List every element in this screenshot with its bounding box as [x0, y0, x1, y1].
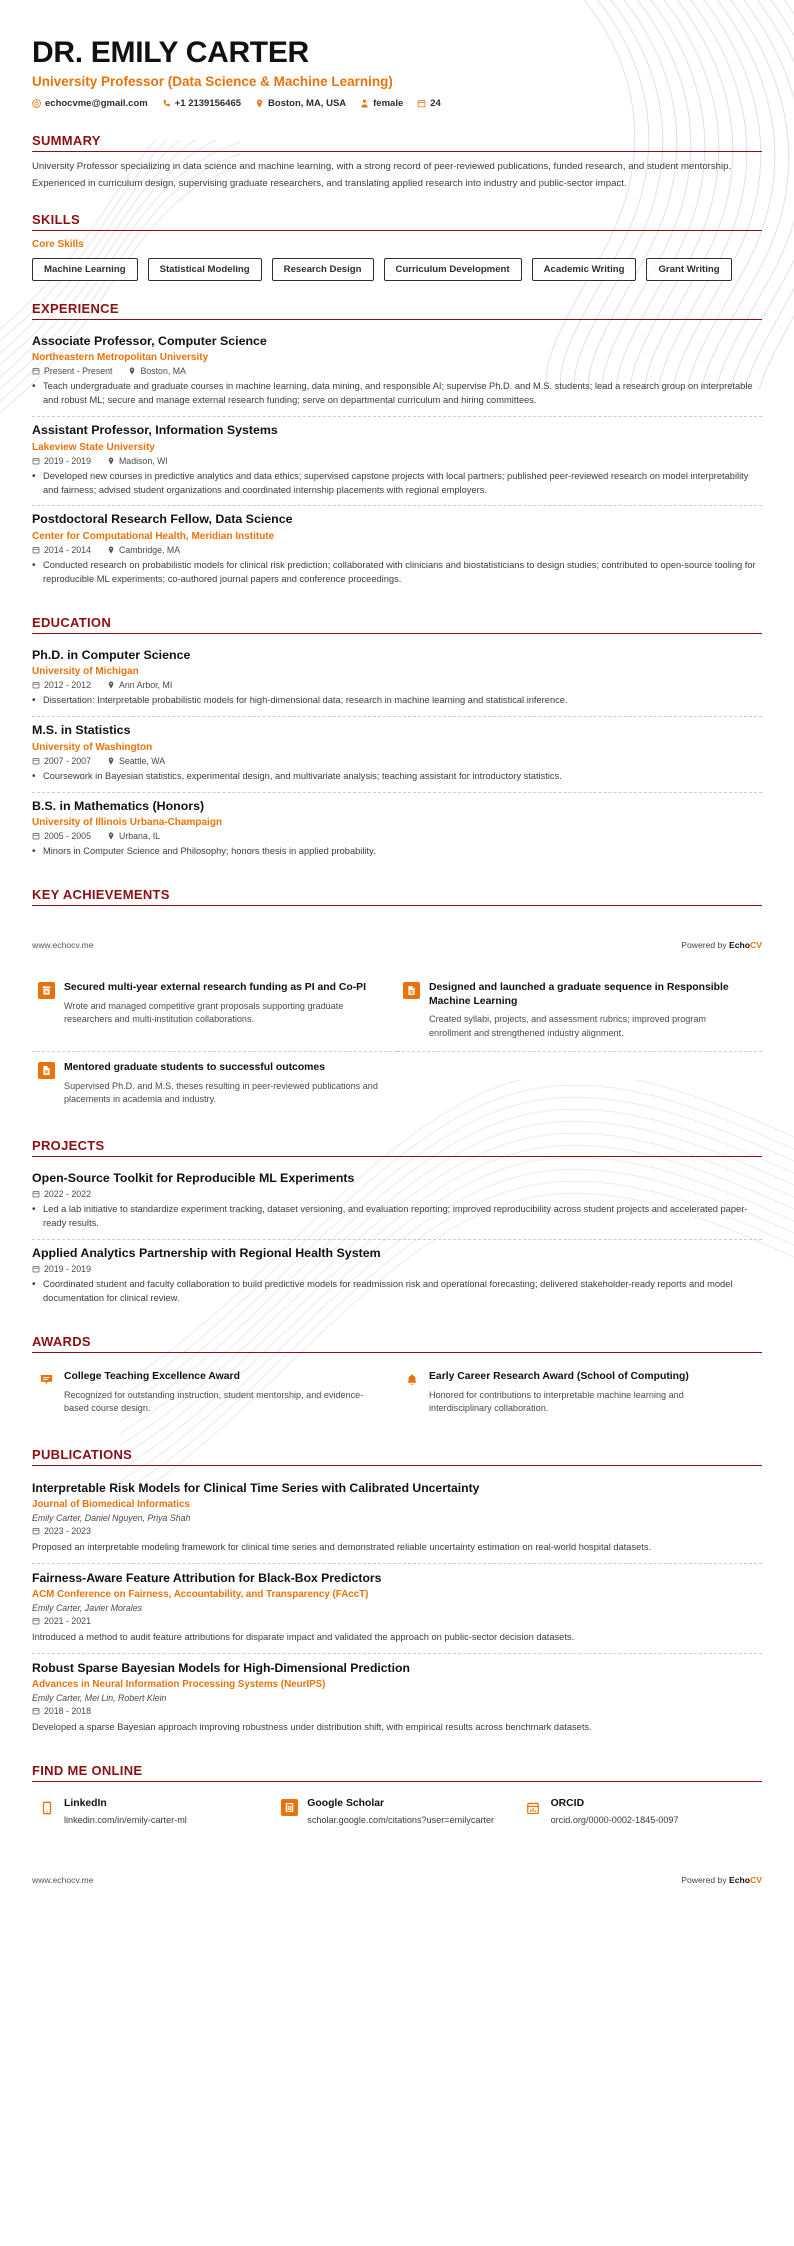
location-pin-icon	[255, 99, 264, 108]
contact-location	[255, 98, 346, 109]
experience-meta	[32, 545, 762, 555]
date-text: 2019 - 2019	[44, 1264, 91, 1275]
project-bullets	[32, 1278, 762, 1306]
calendar-icon	[32, 832, 40, 840]
project-dates	[32, 1189, 91, 1199]
publication-venue: ACM Conference on Fairness, Accountability, and Transparency (FAccT)	[32, 1589, 369, 1601]
brand-cv: CV	[750, 940, 762, 951]
experience-dates	[32, 366, 112, 376]
date-text: Present - Present	[44, 366, 113, 377]
email-icon	[32, 99, 41, 108]
section-title-summary: SUMMARY	[32, 133, 101, 148]
award-desc: Recognized for outstanding instruction, student mentorship, and evidence-based course design.	[64, 1389, 364, 1414]
award-title: College Teaching Excellence Award	[64, 1371, 240, 1383]
brand-echo: Echo	[729, 940, 751, 951]
section-title-key-achievements: KEY ACHIEVEMENTS	[32, 887, 170, 903]
section-publications	[32, 1447, 762, 1744]
skills-group-label: Core Skills	[32, 238, 84, 250]
experience-bullets	[32, 559, 762, 587]
education-location	[107, 680, 172, 690]
education-degree: B.S. in Mathematics (Honors)	[32, 798, 205, 813]
online-link-url[interactable]: scholar.google.com/citations?user=emilycarter	[307, 1815, 495, 1826]
education-bullets	[32, 770, 762, 784]
trash-box-icon	[38, 982, 55, 999]
publication-entry	[32, 1564, 762, 1654]
summary-paragraph: University Professor specializing in data science and machine learning, with a strong record of peer-reviewed publications, funded research, and student mentorship.	[32, 161, 732, 172]
experience-location	[107, 456, 168, 466]
publication-desc: Introduced a method to audit feature attributions for disparate impact and validated the approach on public-sector decision datasets.	[32, 1632, 575, 1643]
comment-bubble-icon	[38, 1371, 55, 1388]
experience-dates	[32, 456, 91, 466]
person-icon	[360, 99, 369, 108]
education-meta	[32, 756, 762, 766]
footer-brand	[681, 940, 762, 950]
calendar-icon	[32, 1527, 40, 1535]
date-text: 2012 - 2012	[44, 680, 91, 691]
education-dates	[32, 831, 91, 841]
section-title-find-me-online: FIND ME ONLINE	[32, 1763, 143, 1779]
skill-chip: Research Design	[272, 258, 374, 281]
skill-chip: Machine Learning	[32, 258, 138, 281]
calculator-icon	[281, 1799, 298, 1816]
location-pin-icon	[107, 546, 115, 554]
project-entry	[32, 1165, 762, 1240]
summary-paragraph: Experienced in curriculum design, supervising graduate researchers, and translating applied research into industry and public-sector impact.	[32, 177, 627, 189]
education-degree: Ph.D. in Computer Science	[32, 647, 191, 662]
location-pin-icon	[107, 832, 115, 840]
location-text: Boston, MA	[140, 366, 186, 377]
publication-authors: Emily Carter, Mei Lin, Robert Klein	[32, 1693, 167, 1704]
bullet: • Dissertation: Interpretable probabilistic models for high-dimensional data; research in machine learning and statistical inference.	[32, 694, 762, 708]
online-link-linkedin[interactable]	[32, 1790, 275, 1835]
skill-chip: Statistical Modeling	[148, 258, 262, 281]
education-school: University of Michigan	[32, 666, 139, 678]
brand-echo: Echo	[729, 1875, 751, 1886]
date-text: 2022 - 2022	[44, 1189, 91, 1200]
skill-chip: Academic Writing	[532, 258, 637, 281]
section-rule	[32, 319, 762, 320]
brand-cv: CV	[750, 1875, 762, 1886]
calendar-icon	[32, 681, 40, 689]
section-key-achievements	[32, 887, 762, 906]
section-rule	[32, 230, 762, 231]
contact-phone-text: +1 2139156465	[174, 98, 242, 109]
location-text: Cambridge, MA	[118, 544, 181, 555]
calendar-chart-icon	[525, 1799, 542, 1816]
project-bullets	[32, 1203, 762, 1231]
award-desc: Honored for contributions to interpretable machine learning and interdisciplinary collaboration.	[429, 1389, 684, 1414]
date-text: 2005 - 2005	[44, 831, 91, 842]
experience-org: Lakeview State University	[32, 441, 155, 453]
calendar-icon	[32, 757, 40, 765]
contact-gender-text: female	[373, 98, 404, 109]
key-achievement-card	[32, 1052, 397, 1117]
section-title-awards: AWARDS	[32, 1334, 91, 1350]
experience-role: Assistant Professor, Information Systems	[32, 423, 278, 438]
award-card	[32, 1361, 397, 1426]
education-bullets	[32, 694, 762, 708]
skill-chip-list	[32, 258, 762, 281]
footer-powered-label: Powered by	[681, 940, 730, 951]
bullet: • Coordinated student and faculty collaboration to build predictive models for readmission risk and operational forecasting; delivered stakeholder-ready reports and model documentation for clinical review.	[32, 1278, 762, 1306]
project-meta	[32, 1189, 762, 1199]
education-entry	[32, 793, 762, 867]
experience-bullets	[32, 380, 762, 408]
project-name: Open-Source Toolkit for Reproducible ML Experiments	[32, 1170, 355, 1185]
online-link-url[interactable]: orcid.org/0000-0002-1845-0097	[550, 1815, 679, 1826]
headline: University Professor (Data Science & Machine Learning)	[32, 74, 393, 89]
location-pin-icon	[107, 681, 115, 689]
location-text: Madison, WI	[118, 455, 168, 466]
publication-dates	[32, 1616, 762, 1626]
experience-meta	[32, 366, 762, 376]
footer-brand	[681, 1875, 762, 1885]
section-awards	[32, 1334, 762, 1426]
section-skills	[32, 212, 762, 281]
contact-row	[32, 98, 762, 109]
award-title: Early Career Research Award (School of Computing)	[429, 1371, 689, 1383]
date-text: 2018 - 2018	[44, 1706, 91, 1717]
online-link-body	[64, 1798, 263, 1827]
resume-header	[32, 0, 762, 113]
key-achievement-cards	[32, 972, 762, 1117]
calendar-icon	[32, 1707, 40, 1715]
award-body	[64, 1370, 383, 1415]
section-rule	[32, 1352, 762, 1353]
section-education	[32, 615, 762, 867]
key-achievement-title: Designed and launched a graduate sequence in Responsible Machine Learning	[429, 982, 729, 1007]
experience-role: Associate Professor, Computer Science	[32, 333, 267, 348]
calendar-icon	[32, 546, 40, 554]
date-text: 2007 - 2007	[44, 755, 91, 766]
location-pin-icon	[107, 757, 115, 765]
date-text: 2023 - 2023	[44, 1525, 91, 1536]
bullet: • Teach undergraduate and graduate courses in machine learning, data mining, and responsible AI; supervise Ph.D. and M.S. students; lead a research group on interpretable and robust ML; secure and manage external research funding; serve on departmental curriculum and hiring committees.	[32, 380, 762, 408]
experience-dates	[32, 545, 91, 555]
document-search-icon	[403, 982, 420, 999]
calendar-icon	[32, 457, 40, 465]
online-link-url[interactable]: linkedin.com/in/emily-carter-ml	[64, 1815, 187, 1826]
section-rule	[32, 1156, 762, 1157]
education-dates	[32, 756, 91, 766]
section-summary	[32, 133, 762, 192]
online-link-label: LinkedIn	[64, 1798, 107, 1810]
education-location	[107, 756, 165, 766]
section-title-publications: PUBLICATIONS	[32, 1446, 133, 1462]
footer-site: www.echocv.me	[32, 940, 94, 951]
education-meta	[32, 831, 762, 841]
contact-phone[interactable]	[162, 98, 241, 109]
publication-entry	[32, 1654, 762, 1743]
education-meta	[32, 680, 762, 690]
date-text: 2019 - 2019	[44, 455, 91, 466]
education-school: University of Washington	[32, 741, 153, 753]
location-text: Seattle, WA	[118, 755, 166, 766]
section-rule	[32, 633, 762, 634]
key-achievement-desc: Created syllabi, projects, and assessment rubrics; improved program enrollment and strengthened industry alignment.	[429, 1014, 706, 1038]
experience-entry	[32, 417, 762, 506]
online-link-body	[551, 1798, 750, 1827]
publication-venue: Advances in Neural Information Processing Systems (NeurIPS)	[32, 1679, 326, 1691]
experience-entry	[32, 506, 762, 594]
project-entry	[32, 1240, 762, 1314]
publication-title: Interpretable Risk Models for Clinical Time Series with Calibrated Uncertainty	[32, 1480, 480, 1495]
skill-chip: Curriculum Development	[384, 258, 522, 281]
page-title: DR. EMILY CARTER	[32, 36, 309, 69]
experience-role: Postdoctoral Research Fellow, Data Science	[32, 512, 293, 527]
experience-bullets	[32, 470, 762, 498]
phone-icon	[162, 99, 171, 108]
education-entry	[32, 642, 762, 717]
key-achievement-card	[397, 972, 762, 1052]
section-rule	[32, 151, 762, 152]
calendar-icon	[32, 1265, 40, 1273]
contact-age-text: 24	[430, 98, 441, 109]
education-dates	[32, 680, 91, 690]
mobile-device-icon	[38, 1799, 55, 1816]
publication-desc: Proposed an interpretable modeling framework for clinical time series and demonstrated reliable uncertainty estimation on real-world hospital datasets.	[32, 1541, 652, 1552]
online-link-body	[307, 1798, 506, 1827]
publication-venue: Journal of Biomedical Informatics	[32, 1498, 190, 1510]
contact-email[interactable]	[32, 98, 148, 109]
experience-location	[128, 366, 185, 376]
location-pin-icon	[128, 367, 136, 375]
publication-title: Robust Sparse Bayesian Models for High-Dimensional Prediction	[32, 1661, 410, 1676]
education-school: University of Illinois Urbana-Champaign	[32, 817, 223, 829]
location-text: Ann Arbor, MI	[118, 680, 173, 691]
section-rule	[32, 905, 762, 906]
publication-authors: Emily Carter, Javier Morales	[32, 1603, 142, 1614]
calendar-icon	[417, 99, 426, 108]
publication-title: Fairness-Aware Feature Attribution for Black-Box Predictors	[32, 1570, 382, 1585]
contact-gender	[360, 98, 403, 109]
location-pin-icon	[107, 457, 115, 465]
section-projects	[32, 1138, 762, 1315]
experience-location	[107, 545, 180, 555]
experience-org: Northeastern Metropolitan University	[32, 352, 209, 364]
section-title-experience: EXPERIENCE	[32, 300, 119, 316]
key-achievement-body	[64, 981, 383, 1040]
footer-powered-label: Powered by	[681, 1875, 730, 1886]
date-text: 2014 - 2014	[44, 544, 91, 555]
skill-chip: Grant Writing	[646, 258, 731, 281]
calendar-icon	[32, 1190, 40, 1198]
publication-entry	[32, 1474, 762, 1564]
contact-email-text: echocvme@gmail.com	[45, 98, 148, 109]
calendar-icon	[32, 367, 40, 375]
project-dates	[32, 1264, 91, 1274]
calendar-icon	[32, 1617, 40, 1625]
experience-entry	[32, 328, 762, 417]
footer-site: www.echocv.me	[32, 1875, 94, 1886]
experience-org: Center for Computational Health, Meridian Institute	[32, 530, 275, 542]
online-link-orcid[interactable]	[519, 1790, 762, 1835]
award-cards	[32, 1361, 762, 1426]
section-rule	[32, 1781, 762, 1782]
section-rule	[32, 1465, 762, 1466]
section-title-projects: PROJECTS	[32, 1137, 105, 1153]
section-experience	[32, 301, 762, 595]
experience-meta	[32, 456, 762, 466]
section-find-me-online	[32, 1763, 762, 1835]
project-meta	[32, 1264, 762, 1274]
key-achievement-desc: Wrote and managed competitive grant proposals supporting graduate researchers and multi-institution collaborations.	[64, 1000, 344, 1025]
publication-desc: Developed a sparse Bayesian approach improving robustness under distribution shift, with empirical results across benchmark datasets.	[32, 1722, 592, 1733]
bullet: • Led a lab initiative to standardize experiment tracking, dataset versioning, and evaluation reporting; improved reproducibility across student projects and accelerated paper-ready results.	[32, 1203, 762, 1231]
document-yen-icon	[38, 1062, 55, 1079]
online-links-grid	[32, 1790, 762, 1835]
publication-dates	[32, 1526, 762, 1536]
education-bullets	[32, 845, 762, 859]
key-achievement-title: Secured multi-year external research funding as PI and Co-PI	[64, 982, 366, 994]
education-location	[107, 831, 160, 841]
location-text: Urbana, IL	[118, 831, 161, 842]
key-achievement-body	[429, 981, 748, 1040]
online-link-google-scholar[interactable]	[275, 1790, 518, 1835]
award-body	[429, 1370, 748, 1415]
contact-age	[417, 98, 441, 109]
key-achievement-desc: Supervised Ph.D. and M.S. theses resulting in peer-reviewed publications and placements in academia and industry.	[64, 1080, 378, 1105]
project-name: Applied Analytics Partnership with Regional Health System	[32, 1245, 381, 1260]
contact-location-text: Boston, MA, USA	[268, 98, 347, 109]
date-text: 2021 - 2021	[44, 1616, 91, 1627]
page-footer	[32, 914, 762, 972]
page-footer	[32, 1835, 762, 1905]
key-achievement-body	[64, 1061, 383, 1106]
key-achievement-title: Mentored graduate students to successful outcomes	[64, 1062, 325, 1074]
publication-authors: Emily Carter, Daniel Nguyen, Priya Shah	[32, 1512, 191, 1523]
education-entry	[32, 717, 762, 792]
section-title-education: EDUCATION	[32, 614, 112, 630]
bullet: • Conducted research on probabilistic models for clinical risk prediction; collaborated with clinicians and biostatisticians to design studies; contributed to open-source tooling for reproducible ML experiments; co-authored journal papers and conference proceedings.	[32, 559, 762, 587]
bell-icon	[403, 1371, 420, 1388]
online-link-label: Google Scholar	[307, 1798, 385, 1810]
publication-dates	[32, 1706, 762, 1716]
section-title-skills: SKILLS	[32, 211, 81, 227]
online-link-label: ORCID	[550, 1798, 585, 1810]
bullet: • Minors in Computer Science and Philosophy; honors thesis in applied probability.	[32, 845, 762, 859]
bullet: • Developed new courses in predictive analytics and data ethics; supervised capstone projects with local partners; published peer-reviewed research on model interpretability and fairness; advised student organizations and coordinated internship placements with regional employers.	[32, 470, 762, 498]
education-degree: M.S. in Statistics	[32, 723, 131, 738]
bullet: • Coursework in Bayesian statistics, experimental design, and multivariate analysis; teaching assistant for introductory statistics.	[32, 770, 762, 784]
award-card	[397, 1361, 762, 1426]
key-achievement-card	[32, 972, 397, 1052]
